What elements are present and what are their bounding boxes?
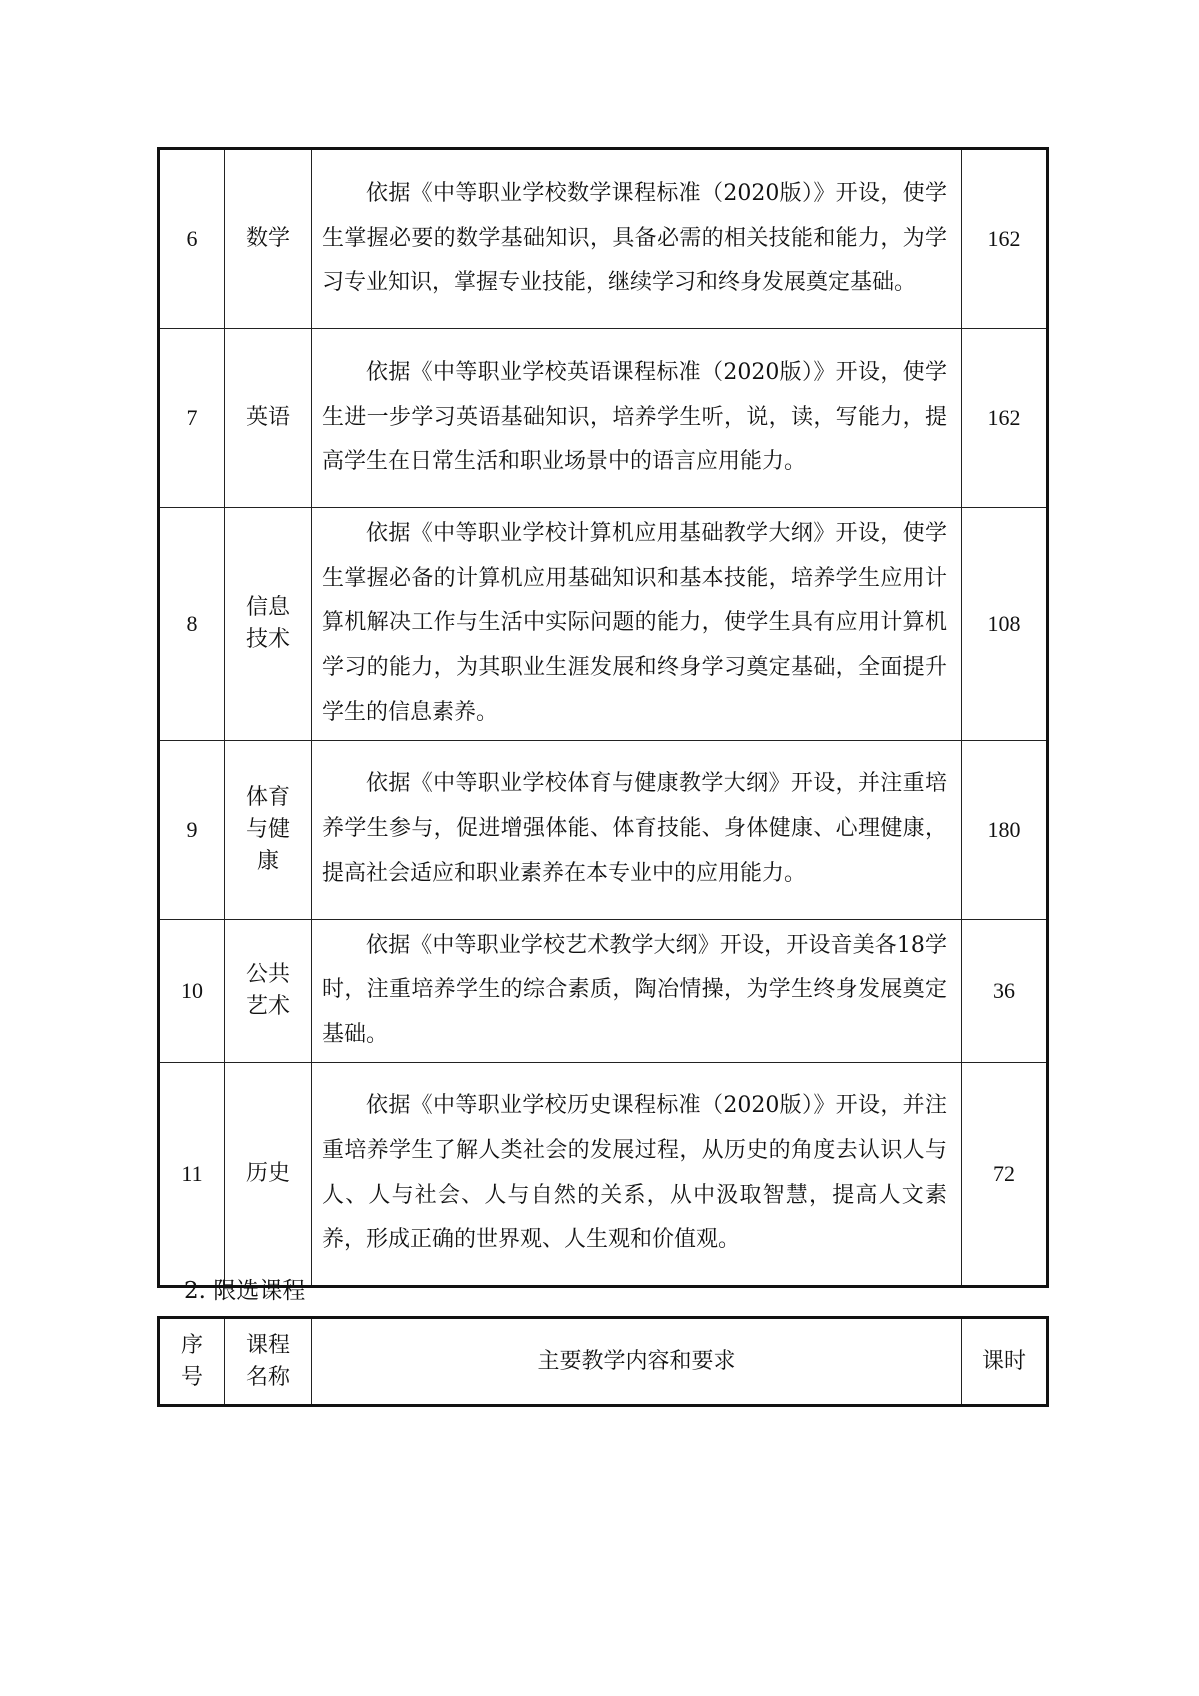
- course-content: [312, 740, 962, 919]
- course-name: [225, 508, 312, 741]
- course-name-text: 历史: [245, 1160, 290, 1186]
- course-content: [312, 508, 962, 741]
- course-number: 9: [159, 740, 225, 919]
- course-number: 10: [159, 919, 225, 1062]
- course-name-text: 英语: [245, 405, 290, 430]
- elective-course-table: [157, 1316, 1049, 1407]
- course-content: [312, 919, 962, 1062]
- course-content-text: 依据《中等职业学校数学课程标准（2020版）》开设，使学生掌握必要的数学基础知识，具备必需的相关技能和能力，为学习专业知识，掌握专业技能，继续学习和终身发展奠定基础。: [322, 180, 947, 296]
- course-hours: 162: [962, 149, 1048, 329]
- course-hours: 180: [962, 740, 1048, 919]
- header-course-name-text: 课程名称: [245, 1332, 290, 1390]
- course-content: [312, 1062, 962, 1286]
- header-number: [159, 1318, 225, 1406]
- course-name: [225, 149, 312, 329]
- course-hours: 108: [962, 508, 1048, 741]
- course-number: 6: [159, 149, 225, 329]
- table-header-row: [159, 1318, 1048, 1406]
- course-hours: 162: [962, 329, 1048, 508]
- table-row: [159, 508, 1048, 741]
- course-content: [312, 329, 962, 508]
- course-name: [225, 329, 312, 508]
- course-name: [225, 1062, 312, 1286]
- table-row: [159, 329, 1048, 508]
- course-name-text: 体育与健康: [245, 784, 290, 874]
- header-hours: 课时: [962, 1318, 1048, 1406]
- table-row: [159, 149, 1048, 329]
- header-number-text: 序号: [180, 1332, 203, 1390]
- header-course-name: [225, 1318, 312, 1406]
- table-row: [159, 740, 1048, 919]
- course-number: 11: [159, 1062, 225, 1286]
- course-number: 7: [159, 329, 225, 508]
- header-content: 主要教学内容和要求: [312, 1318, 962, 1406]
- course-number: 8: [159, 508, 225, 741]
- course-hours: 72: [962, 1062, 1048, 1286]
- course-content-text: 依据《中等职业学校英语课程标准（2020版）》开设，使学生进一步学习英语基础知识，培养学生听，说，读，写能力，提高学生在日常生活和职业场景中的语言应用能力。: [322, 359, 947, 475]
- course-content-text: 依据《中等职业学校计算机应用基础教学大纲》开设，使学生掌握必备的计算机应用基础知识和基本技能，培养学生应用计算机解决工作与生活中实际问题的能力，使学生具有应用计算机学习的能力，为其职业生涯发展和终身学习奠定基础，全面提升学生的信息素养。: [322, 521, 947, 725]
- compulsory-course-table: [157, 147, 1049, 1288]
- course-content-text: 依据《中等职业学校艺术教学大纲》开设，开设音美各18学时，注重培养学生的综合素质，陶冶情操，为学生终身发展奠定基础。: [322, 932, 947, 1047]
- course-content-text: 依据《中等职业学校体育与健康教学大纲》开设，并注重培养学生参与，促进增强体能、体育技能、身体健康、心理健康，提高社会适应和职业素养在本专业中的应用能力。: [322, 771, 947, 886]
- course-name: [225, 919, 312, 1062]
- course-name: [225, 740, 312, 919]
- course-name-text: 公共艺术: [245, 961, 290, 1019]
- course-name-text: 数学: [245, 226, 290, 251]
- table-row: [159, 919, 1048, 1062]
- section-heading: 2. 限选课程: [184, 1278, 306, 1304]
- course-content-text: 依据《中等职业学校历史课程标准（2020版）》开设，并注重培养学生了解人类社会的发展过程，从历史的角度去认识人与人、人与社会、人与自然的关系，从中汲取智慧，提高人文素养，形成正确的世界观、人生观和价值观。: [322, 1093, 947, 1253]
- course-name-text: 信息技术: [245, 594, 290, 652]
- course-content: [312, 149, 962, 329]
- course-hours: 36: [962, 919, 1048, 1062]
- table-row: [159, 1062, 1048, 1286]
